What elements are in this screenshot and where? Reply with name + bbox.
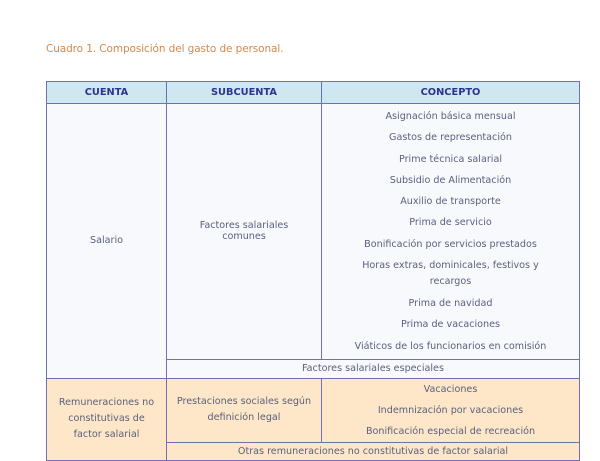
concepto-item: Indemnización por vacaciones [377, 404, 524, 416]
factores-especiales: Factores salariales especiales [167, 359, 580, 378]
concepto-item: Auxilio de transporte [400, 196, 501, 208]
cuenta-salario: Salario [47, 104, 167, 379]
concepto-item: Bonificación por servicios prestados [364, 238, 537, 250]
concepto-item: Horas extras, dominicales, festivos y recargos [362, 260, 539, 288]
subcuenta-label: Factores salariales comunes [199, 220, 289, 243]
subcuenta-factores-comunes [167, 104, 322, 360]
concepto-item: Bonificación especial de recreación [365, 425, 536, 437]
conceptos-remuneraciones [322, 378, 580, 442]
header-row [47, 82, 580, 104]
concepto-item: Prima de servicio [409, 217, 492, 229]
concepto-item: Subsidio de Alimentación [389, 174, 512, 186]
conceptos-salario [322, 104, 580, 360]
salario-section [47, 104, 580, 379]
concepto-item: Prima de navidad [408, 298, 493, 310]
subcuenta-label: Prestaciones sociales según definición legal [176, 396, 312, 424]
otras-remuneraciones: Otras remuneraciones no constitutivas de factor salarial [167, 442, 580, 460]
concepto-item: Prime técnica salarial [399, 153, 502, 165]
header-concepto: CONCEPTO [322, 82, 580, 104]
concepto-item: Viáticos de los funcionarios en comisión [354, 340, 547, 352]
gasto-personal-table [46, 81, 580, 461]
table-row [47, 104, 580, 360]
concepto-item: Prima de vacaciones [400, 319, 501, 331]
header-subcuenta: SUBCUENTA [167, 82, 322, 104]
cuenta-remuneraciones [47, 378, 167, 460]
remuneraciones-section [47, 378, 580, 460]
cuenta-label: Remuneraciones no constitutivas de factor salarial [58, 397, 155, 441]
concepto-item: Vacaciones [423, 383, 478, 395]
subcuenta-prestaciones [167, 378, 322, 442]
table-caption: Cuadro 1. Composición del gasto de personal. [46, 43, 284, 55]
concepto-item: Gastos de representación [389, 132, 512, 144]
table-row [47, 378, 580, 442]
concepto-item: Asignación básica mensual [385, 111, 516, 122]
header-cuenta: CUENTA [47, 82, 167, 104]
